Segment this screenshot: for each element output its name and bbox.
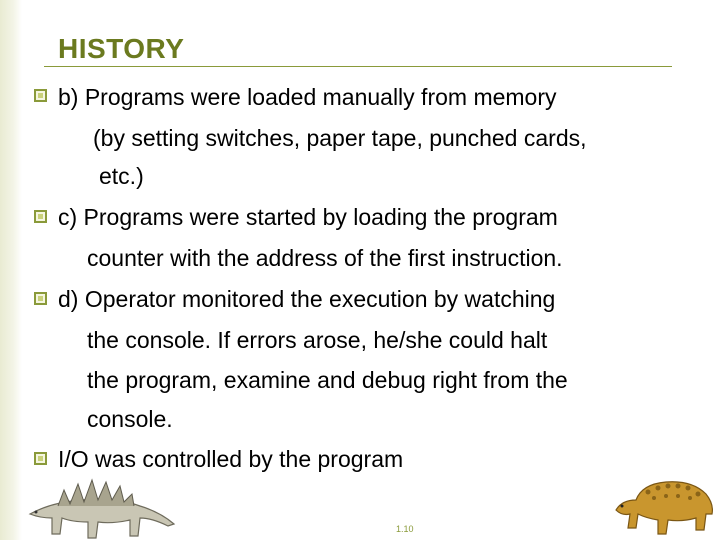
bullet-d-line-4: console. [87, 406, 173, 432]
bullet-icon [34, 89, 47, 102]
bullet-d-line-2: the console. If errors arose, he/she could halt [87, 327, 548, 353]
bullet-icon [34, 210, 47, 223]
bullet-c-line-1: c) Programs were started by loading the program [58, 204, 558, 230]
bullet-b-line-1: b) Programs were loaded manually from memory [58, 84, 557, 110]
title-underline [44, 66, 672, 67]
bullet-c-line-2: counter with the address of the first instruction. [87, 245, 563, 271]
bullet-b-line-3: etc.) [99, 163, 144, 189]
bullet-d-line-1: d) Operator monitored the execution by watching [58, 286, 556, 312]
bullet-d-line-3: the program, examine and debug right from the [87, 367, 568, 393]
slide-number: 1.10 [396, 524, 414, 534]
slide-title: HISTORY [58, 33, 185, 64]
bullet-b-line-2: (by setting switches, paper tape, punched cards, [93, 125, 587, 151]
bullet-icon [34, 292, 47, 305]
stegosaurus-illustration [22, 462, 182, 540]
left-decorative-bar [0, 0, 22, 540]
ankylosaurus-illustration [612, 464, 718, 540]
bullet-io-line-1: I/O was controlled by the program [58, 446, 404, 472]
